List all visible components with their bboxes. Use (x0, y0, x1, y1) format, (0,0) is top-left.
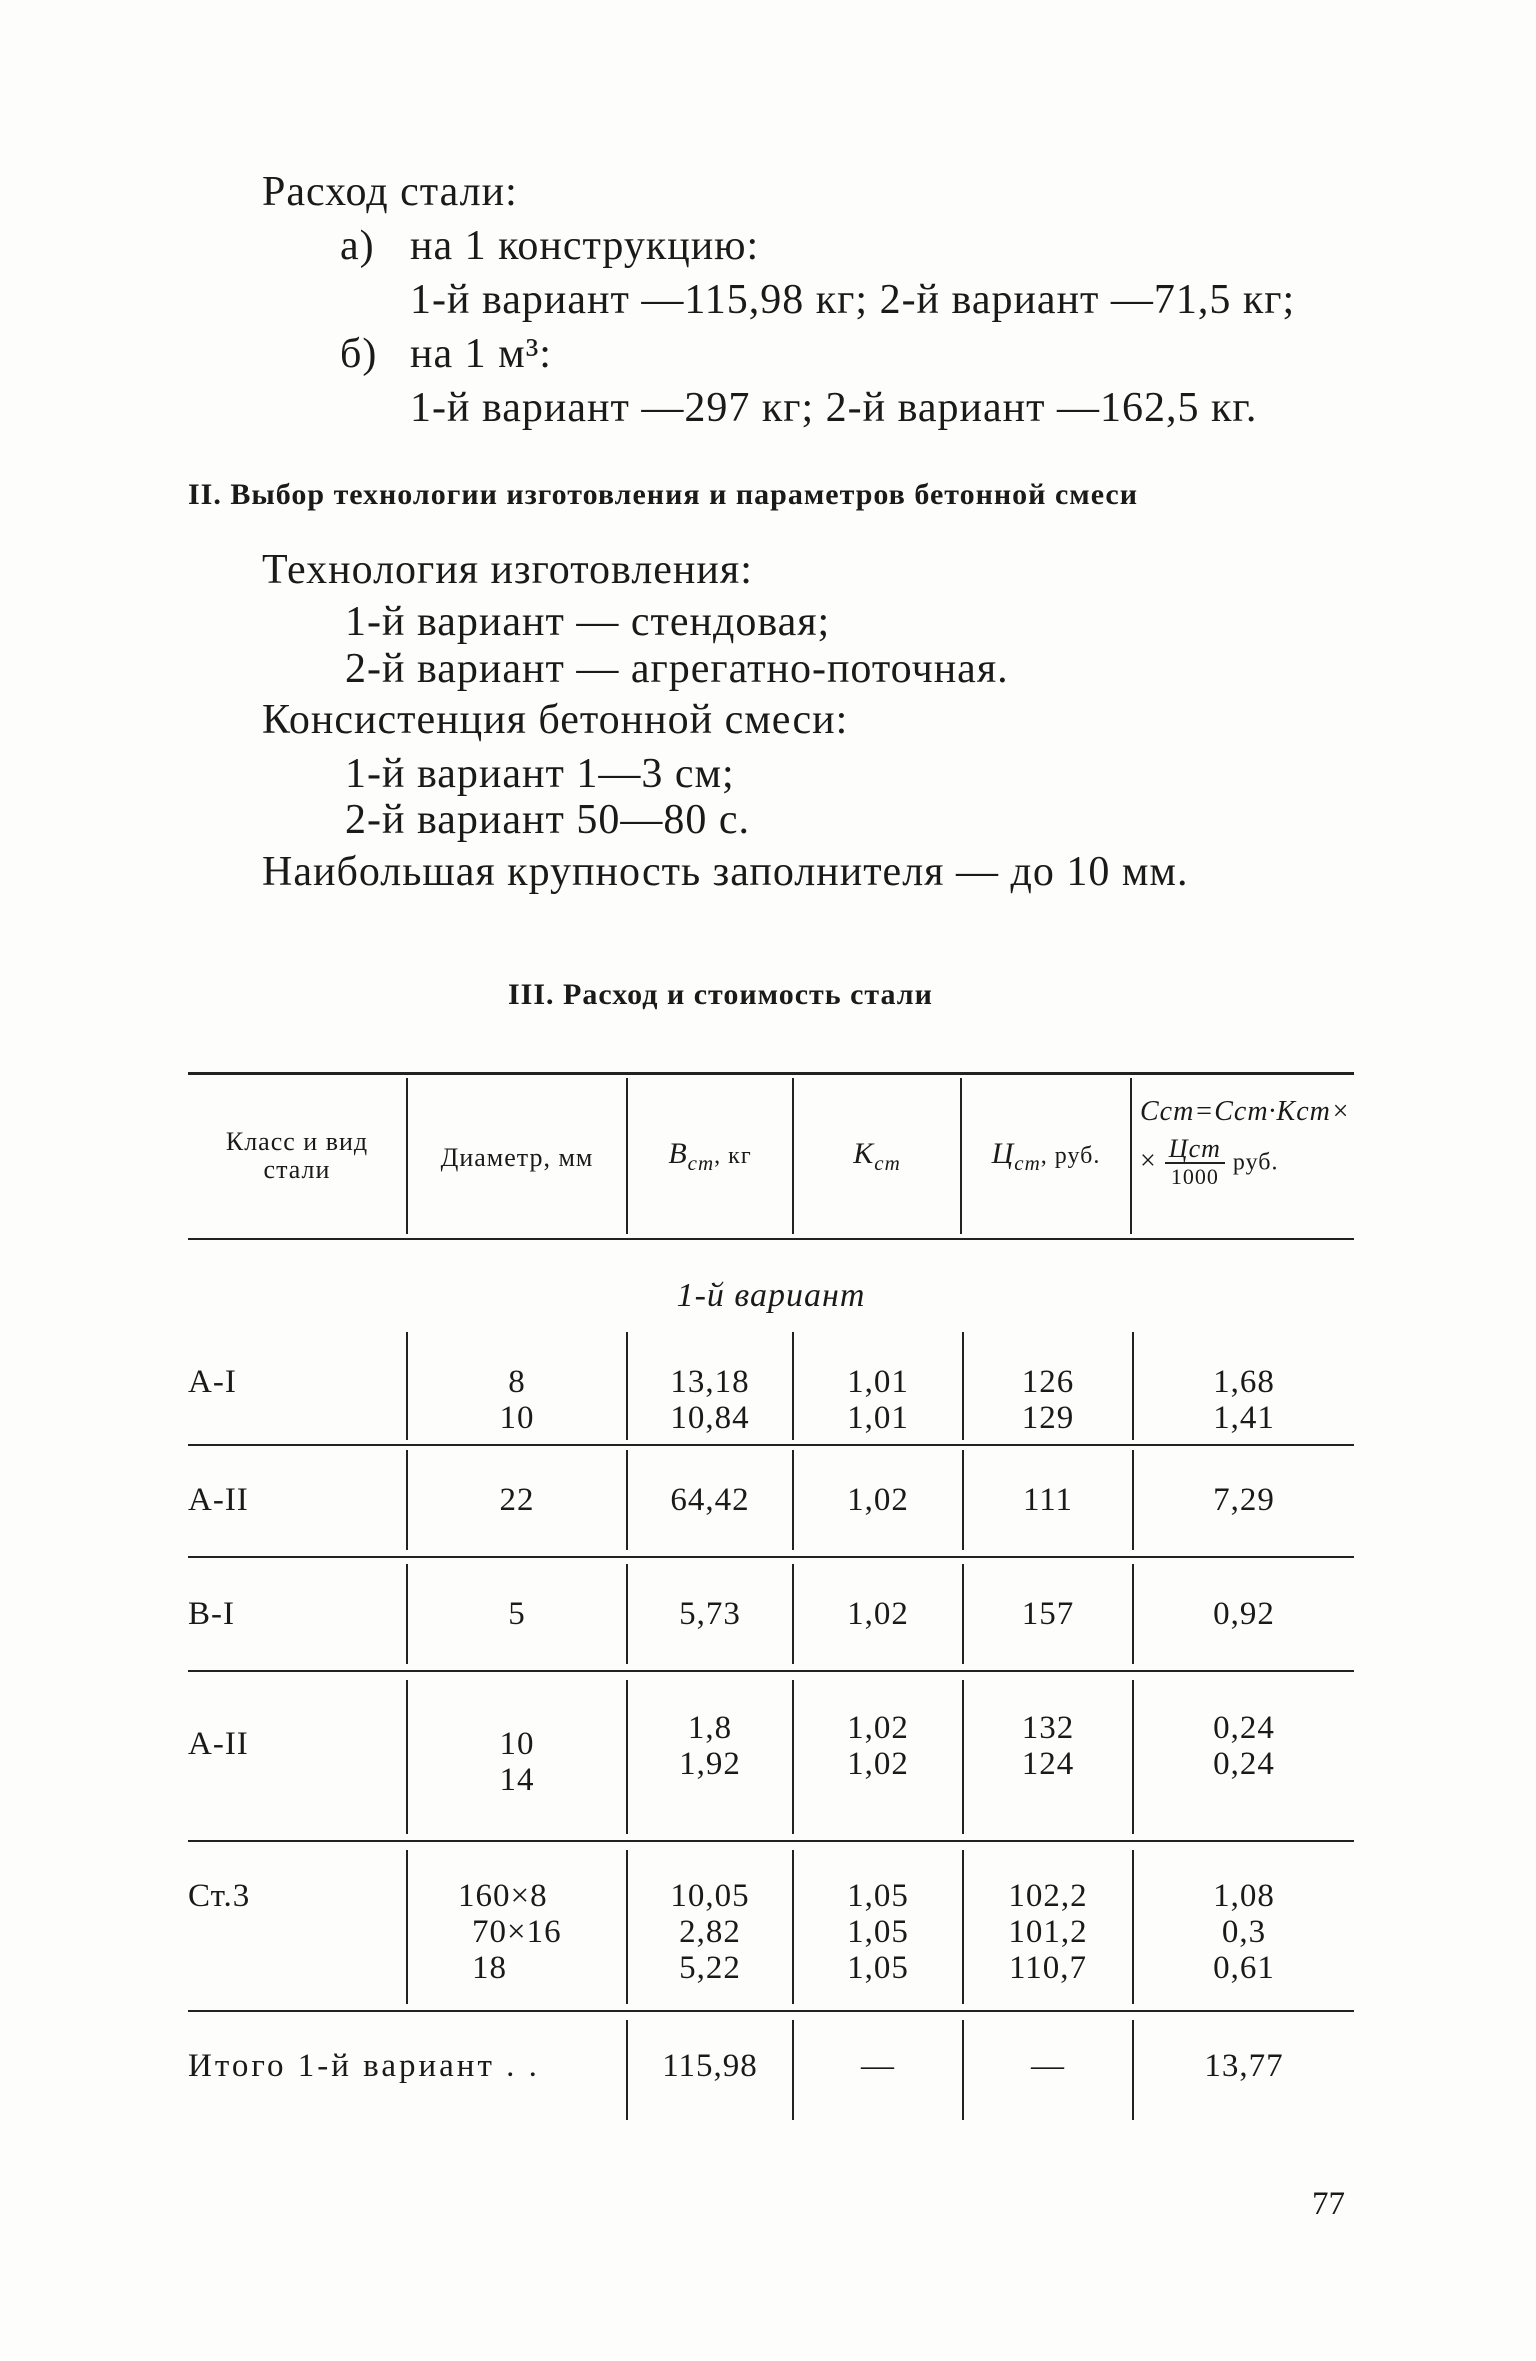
cell-value: 132 (1021, 1710, 1075, 1746)
table-col-rule (792, 1078, 794, 1234)
steel-a-values: 1-й вариант —115,98 кг; 2-й вариант —71,5 кг; (410, 277, 1296, 323)
total-label: Итого 1-й вариант . . (188, 2048, 540, 2084)
table-col-rule (406, 1564, 408, 1664)
row-diameter: 22 (499, 1482, 535, 1518)
cell-value: 1,02 (847, 1710, 909, 1746)
header-class (190, 1128, 404, 1184)
cell-value: 129 (1021, 1400, 1075, 1436)
section3-heading: III. Расход и стоимость стали (508, 978, 933, 1011)
cell-value: 1,02 (847, 1746, 909, 1782)
row-coef (796, 1364, 960, 1436)
table-rule (188, 2010, 1354, 2012)
header-weight-symbol: B (668, 1137, 688, 1170)
row-cost: 7,29 (1213, 1482, 1275, 1518)
row-diameter (458, 1878, 624, 1986)
cell-value: 1,01 (847, 1400, 909, 1436)
cell-value: 1,41 (1213, 1400, 1275, 1436)
table-col-rule (1132, 1450, 1134, 1550)
table-col-rule (406, 1078, 408, 1234)
row-class: А-II (188, 1726, 249, 1762)
table-col-rule (962, 1850, 964, 2004)
cell-value: 5,22 (679, 1950, 741, 1986)
cell-value: 160×8 (458, 1878, 548, 1914)
page-number: 77 (1312, 2186, 1345, 2222)
table-col-rule (406, 1332, 408, 1440)
row-diameter (410, 1364, 624, 1436)
table-col-rule (792, 1564, 794, 1664)
tech-title: Технология изготовления: (262, 547, 753, 593)
cell-value: 8 (508, 1364, 526, 1400)
table-rule (188, 1670, 1354, 1672)
row-weight: 64,42 (670, 1482, 750, 1518)
table-col-rule (626, 1680, 628, 1834)
cell-value: 1,01 (847, 1364, 909, 1400)
table-rule (188, 1840, 1354, 1842)
cell-value: 0,24 (1213, 1746, 1275, 1782)
cell-value: 0,24 (1213, 1710, 1275, 1746)
total-weight: 115,98 (662, 2048, 758, 2084)
formula-denominator: 1000 (1170, 1164, 1219, 1189)
row-coef: 1,02 (847, 1596, 909, 1632)
header-coef-symbol: K (853, 1137, 875, 1170)
table-top-rule (188, 1072, 1354, 1075)
row-coef: 1,02 (847, 1482, 909, 1518)
table-col-rule (792, 1332, 794, 1440)
table-col-rule (1132, 1564, 1134, 1664)
table-col-rule (406, 1850, 408, 2004)
header-weight-sub: ст (687, 1151, 715, 1175)
row-cost (1136, 1364, 1352, 1436)
header-class-line1: Класс и вид (225, 1127, 369, 1156)
cell-value: 1,05 (847, 1878, 909, 1914)
steel-b-values: 1-й вариант —297 кг; 2-й вариант —162,5 кг. (410, 385, 1258, 431)
cell-value: 101,2 (1008, 1914, 1088, 1950)
row-price (966, 1364, 1130, 1436)
cell-value: 1,92 (679, 1746, 741, 1782)
header-price-sub: ст (1014, 1151, 1041, 1175)
consistency-title: Консистенция бетонной смеси: (262, 697, 849, 743)
table-col-rule (406, 1450, 408, 1550)
cell-value: 10,84 (670, 1400, 750, 1436)
row-class: В-I (188, 1596, 235, 1632)
row-price: 111 (1022, 1482, 1074, 1518)
row-price (966, 1710, 1130, 1782)
table-col-rule (962, 1332, 964, 1440)
section2-heading: II. Выбор технологии изготовления и параметров бетонной смеси (188, 478, 1138, 511)
table-col-rule (962, 1680, 964, 1834)
total-coef: — (861, 2048, 895, 2084)
cell-value: 0,61 (1213, 1950, 1275, 1986)
header-weight-unit: , кг (714, 1143, 752, 1169)
consistency-variant-2: 2-й вариант 50—80 с. (345, 797, 750, 843)
table-col-rule (1132, 1850, 1134, 2004)
table-col-rule (406, 1680, 408, 1834)
cell-value: 13,18 (670, 1364, 750, 1400)
table-col-rule (792, 1850, 794, 2004)
row-weight: 5,73 (679, 1596, 741, 1632)
table-col-rule (626, 2020, 628, 2120)
table-header-rule (188, 1238, 1354, 1240)
row-class: А-II (188, 1482, 249, 1518)
row-weight (630, 1710, 790, 1782)
cell-value: 14 (499, 1762, 535, 1798)
table-rule (188, 1556, 1354, 1558)
row-price (966, 1878, 1130, 1986)
steel-b-text: на 1 м³: (410, 331, 552, 377)
cell-value: 126 (1021, 1364, 1075, 1400)
header-price-symbol: Ц (991, 1137, 1015, 1170)
table-col-rule (962, 1564, 964, 1664)
table-col-rule (626, 1450, 628, 1550)
cell-value: 1,05 (847, 1914, 909, 1950)
cell-value: 0,3 (1221, 1914, 1267, 1950)
table-col-rule (626, 1078, 628, 1234)
tech-variant-1: 1-й вариант — стендовая; (345, 599, 831, 645)
steel-a-text: на 1 конструкцию: (410, 223, 760, 269)
row-coef (796, 1710, 960, 1782)
cell-value: 2,82 (679, 1914, 741, 1950)
table-col-rule (962, 1450, 964, 1550)
cell-value: 70×16 (472, 1914, 562, 1950)
row-weight (630, 1878, 790, 1986)
table-col-rule (792, 2020, 794, 2120)
row-diameter: 5 (508, 1596, 526, 1632)
cell-value: 10 (499, 1400, 535, 1436)
row-cost (1136, 1878, 1352, 1986)
total-cost: 13,77 (1204, 2048, 1284, 2084)
header-coef-sub: ст (874, 1151, 901, 1175)
variant-label: 1-й вариант (676, 1277, 866, 1314)
steel-b-label: б) (340, 331, 378, 377)
formula-unit: руб. (1232, 1149, 1279, 1176)
row-cost: 0,92 (1213, 1596, 1275, 1632)
row-weight (630, 1364, 790, 1436)
row-price: 157 (1021, 1596, 1075, 1632)
steel-a-label: а) (340, 223, 375, 269)
table-col-rule (1132, 2020, 1134, 2120)
table-col-rule (626, 1564, 628, 1664)
table-col-rule (626, 1850, 628, 2004)
table-col-rule (1130, 1078, 1132, 1234)
header-cost-formula (1136, 1098, 1352, 1190)
header-diameter: Диаметр, мм (440, 1143, 594, 1172)
cell-value: 1,08 (1213, 1878, 1275, 1914)
formula-times: × (1140, 1145, 1157, 1177)
cell-value: 1,05 (847, 1950, 909, 1986)
row-class: А-I (188, 1364, 237, 1400)
header-price-unit: , руб. (1040, 1143, 1101, 1169)
table-col-rule (962, 2020, 964, 2120)
cell-value: 10,05 (670, 1878, 750, 1914)
cell-value: 1,8 (687, 1710, 733, 1746)
cell-value: 110,7 (1008, 1950, 1088, 1986)
formula-fraction (1165, 1136, 1225, 1190)
steel-title: Расход стали: (262, 169, 518, 215)
table-col-rule (792, 1680, 794, 1834)
cell-value: 102,2 (1008, 1878, 1088, 1914)
row-cost (1136, 1710, 1352, 1782)
table-col-rule (1132, 1332, 1134, 1440)
formula-line2 (1136, 1136, 1352, 1190)
formula-numerator: Цст (1165, 1136, 1225, 1164)
table-col-rule (792, 1450, 794, 1550)
header-price (962, 1137, 1130, 1177)
aggregate-size: Наибольшая крупность заполнителя — до 10 мм. (262, 849, 1189, 895)
cell-value: 1,68 (1213, 1364, 1275, 1400)
header-weight (630, 1137, 790, 1177)
consistency-variant-1: 1-й вариант 1—3 см; (345, 751, 735, 797)
total-price: — (1031, 2048, 1065, 2084)
cell-value: 18 (472, 1950, 507, 1986)
table-rule (188, 1444, 1354, 1446)
row-class: Ст.3 (188, 1878, 251, 1914)
cell-value: 124 (1021, 1746, 1075, 1782)
table-col-rule (626, 1332, 628, 1440)
table-col-rule (1132, 1680, 1134, 1834)
formula-line1: Cст=Cст·Kст× (1140, 1096, 1351, 1127)
row-coef (796, 1878, 960, 1986)
tech-variant-2: 2-й вариант — агрегатно-поточная. (345, 646, 1009, 692)
header-class-line2: стали (263, 1155, 331, 1184)
cell-value: 10 (499, 1726, 535, 1762)
header-coef (796, 1137, 958, 1177)
row-diameter (410, 1726, 624, 1798)
